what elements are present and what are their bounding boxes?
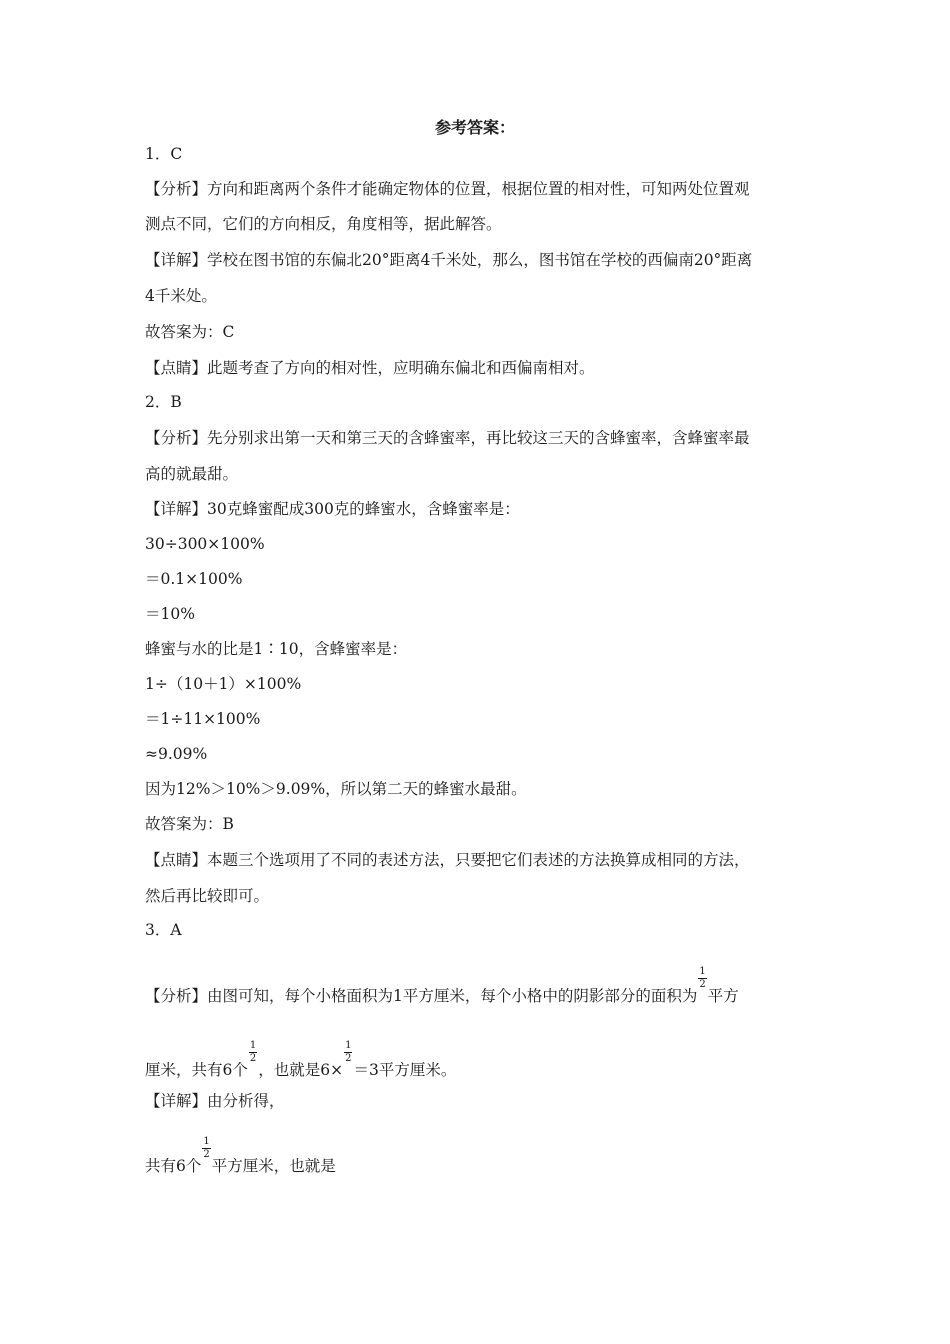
q3-analysis-text-e: ＝3平方厘米。 — [353, 1061, 457, 1079]
q3-detail-text-b: 平方厘米，也就是 — [211, 1157, 336, 1175]
q1-conclusion: 故答案为：C — [145, 323, 235, 341]
fraction-half — [344, 1040, 352, 1065]
q2-comment-line-1: 【点睛】本题三个选项用了不同的表述方法，只要把它们表述的方法换算成相同的方法， — [145, 851, 750, 869]
q1-detail-line-1: 【详解】学校在图书馆的东偏北20°距离4千米处，那么，图书馆在学校的西偏南20°距离 — [145, 251, 753, 269]
q2-detail-line-2: 蜂蜜与水的比是1∶10，含蜂蜜率是： — [145, 640, 408, 658]
fraction-numerator: 1 — [249, 1040, 257, 1051]
q2-analysis-line-1: 【分析】先分别求出第一天和第三天的含蜂蜜率，再比较这三天的含蜂蜜率，含蜂蜜率最 — [145, 429, 750, 447]
q1-comment: 【点睛】此题考查了方向的相对性，应明确东偏北和西偏南相对。 — [145, 359, 595, 377]
q2-analysis-line-2: 高的就最甜。 — [145, 465, 239, 483]
q3-analysis-text-c: 厘米，共有6个 — [145, 1061, 248, 1079]
q2-answer: 2．B — [145, 393, 182, 411]
fraction-half — [249, 1040, 257, 1065]
q2-comment-line-2: 然后再比较即可。 — [145, 887, 270, 905]
q3-analysis-line-2 — [145, 1040, 805, 1082]
fraction-half — [698, 966, 706, 991]
fraction-numerator: 1 — [345, 1040, 352, 1051]
q1-analysis-line-2: 测点不同，它们的方向相反，角度相等，据此解答。 — [145, 215, 502, 233]
q3-answer: 3．A — [145, 921, 182, 939]
fraction-denominator: 2 — [203, 1149, 210, 1160]
fraction-half — [202, 1136, 210, 1161]
fraction-denominator: 2 — [699, 979, 706, 990]
q3-analysis-text-b: 平方 — [707, 987, 739, 1005]
q2-calc-line-4: 1÷（10＋1）×100% — [145, 675, 302, 693]
q3-analysis-text-a: 【分析】由图可知，每个小格面积为1平方厘米，每个小格中的阴影部分的面积为 — [145, 987, 698, 1005]
page-title: 参考答案： — [434, 118, 515, 137]
fraction-denominator: 2 — [345, 1053, 352, 1064]
q2-calc-line-1: 30÷300×100% — [145, 535, 265, 553]
fraction-denominator: 2 — [249, 1053, 257, 1064]
q1-detail-line-2: 4千米处。 — [145, 287, 217, 305]
q2-calc-line-3: ＝10% — [145, 605, 195, 623]
q3-analysis-text-d: ，也就是6× — [258, 1061, 344, 1079]
q2-detail-line-1: 【详解】30克蜂蜜配成300克的蜂蜜水，含蜂蜜率是： — [145, 500, 520, 518]
q1-analysis-line-1: 【分析】方向和距离两个条件才能确定物体的位置，根据位置的相对性，可知两处位置观 — [145, 180, 750, 198]
fraction-numerator: 1 — [699, 966, 706, 977]
q3-detail-line-1: 【详解】由分析得， — [145, 1092, 285, 1110]
q2-calc-line-2: ＝0.1×100% — [145, 570, 243, 588]
fraction-numerator: 1 — [203, 1136, 210, 1147]
q2-compare: 因为12%＞10%＞9.09%，所以第二天的蜂蜜水最甜。 — [145, 780, 527, 798]
q1-answer: 1．C — [145, 145, 183, 163]
q2-conclusion: 故答案为：B — [145, 815, 234, 833]
q2-calc-line-5: ＝1÷11×100% — [145, 710, 261, 728]
q2-calc-line-6: ≈9.09% — [145, 745, 208, 763]
q3-detail-line-2 — [145, 1136, 805, 1178]
q3-detail-text-a: 共有6个 — [145, 1157, 202, 1175]
q3-analysis-line-1 — [145, 966, 805, 1008]
